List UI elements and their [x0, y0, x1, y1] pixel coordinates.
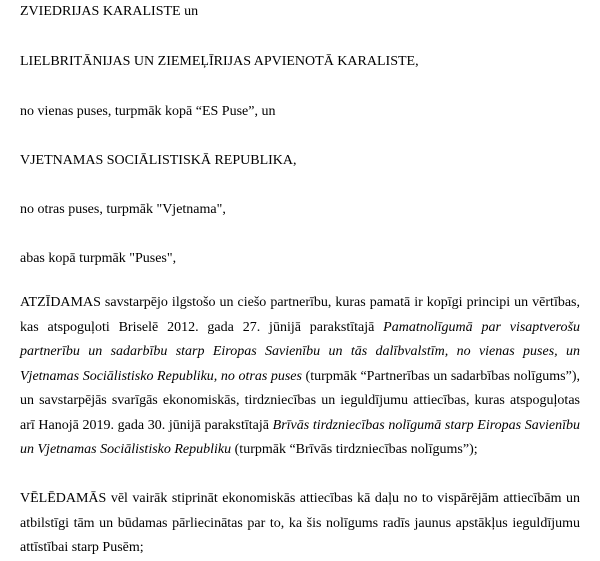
- recital-acknowledging: [20, 291, 580, 463]
- recital1-line4: Vjetnamas Sociālistisko Republiku, no otras puses (turpmāk “Partnerības un sadarbības nolīgums”),: [20, 368, 581, 384]
- recital1-line5: un savstarpējās svarīgās ekonomiskās, tirdzniecības un ieguldījumu attiecības, kuras atspoguļotas: [20, 393, 580, 408]
- recital-desiring: [20, 487, 580, 561]
- recital2-line3: attīstībai starp Pusēm;: [20, 540, 144, 555]
- recital1-line7: un Vjetnamas Sociālistisko Republiku (turpmāk “Brīvās tirdzniecības nolīgums”);: [20, 442, 478, 457]
- parties-reference: abas kopā turpmāk "Puses",: [20, 251, 177, 266]
- recital2-line1: VĒLĒDAMĀS vēl vairāk stiprināt ekonomiskās attiecības kā daļu no to vispārējām attiecībām un: [20, 491, 580, 506]
- recital1-line3: partnerību un sadarbību starp Eiropas Savienību un tās dalībvalstīm, no vienas puses, un: [20, 344, 580, 359]
- recital1-line2: kas atspoguļoti Briselē 2012. gada 27. jūnijā parakstītajā Pamatnolīgumā par visaptverošu: [20, 319, 581, 335]
- party2-reference: no otras puses, turpmāk "Vjetnama",: [20, 202, 226, 217]
- recital2-line2: atbilstīgi tām un būdamas pārliecinātas par to, ka šis nolīgums radīs jaunus apstākļus ieguldījumu: [20, 515, 580, 531]
- recital1-line6: arī Hanojā 2019. gada 30. jūnijā parakstītajā Brīvās tirdzniecības nolīgumā starp Eiropas Savienību: [20, 417, 580, 433]
- party2-name: VJETNAMAS SOCIĀLISTISKĀ REPUBLIKA,: [20, 153, 297, 168]
- party1-reference: no vienas puses, turpmāk kopā “ES Puse”, un: [20, 104, 276, 119]
- party1-line2: LIELBRITĀNIJAS UN ZIEMEĻĪRIJAS APVIENOTĀ KARALISTE,: [20, 54, 419, 69]
- party1-line1: ZVIEDRIJAS KARALISTE un: [20, 4, 199, 19]
- recital1-line1: ATZĪDAMAS savstarpējo ilgstošo un ciešo partnerību, kuras pamatā ir kopīgi principi un vērtības,: [20, 295, 580, 310]
